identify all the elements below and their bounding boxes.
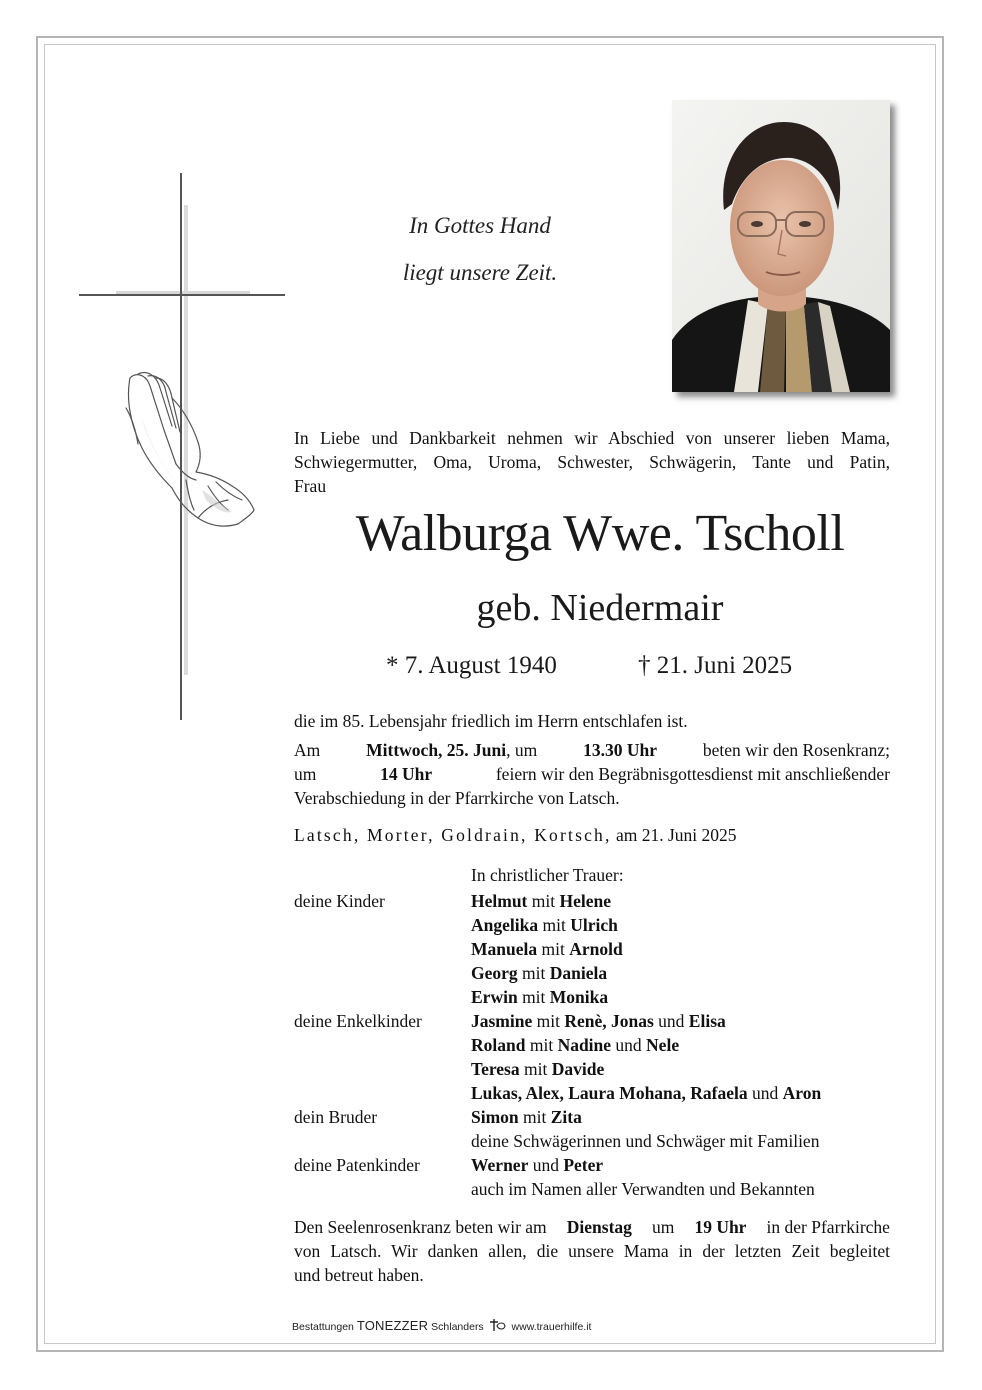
closing-line-2: von Latsch. Wir danken allen, die unsere Mama in der letzten Zeit begleitet xyxy=(294,1241,890,1261)
closing-pre: Den Seelenrosenkranz beten wir am xyxy=(294,1217,547,1237)
passing-text: die im 85. Lebensjahr friedlich im Herrn entschlafen ist. xyxy=(294,711,688,731)
connector: und xyxy=(658,1011,685,1031)
footer xyxy=(292,1318,591,1333)
mourner-name: Aron xyxy=(782,1083,822,1103)
closing-line-3: und betreut haben. xyxy=(294,1265,424,1285)
bruder-label: dein Bruder xyxy=(294,1107,378,1127)
death-date: † 21. Juni 2025 xyxy=(638,652,793,679)
connector: mit xyxy=(522,963,546,983)
place-date xyxy=(294,823,737,847)
footer-brand: TONEZZER xyxy=(356,1318,429,1333)
portrait-photo xyxy=(672,100,890,392)
service-rest-1: beten wir den Rosenkranz; xyxy=(702,740,890,760)
birth-name: geb. Niedermair xyxy=(476,587,724,629)
closing-post: in der Pfarrkirche xyxy=(766,1217,890,1237)
service-um: , um xyxy=(506,740,538,760)
motto-line-1: In Gottes Hand xyxy=(409,213,551,238)
birth-date: * 7. August 1940 xyxy=(386,652,557,679)
mourner-name: Monika xyxy=(549,987,609,1007)
closing-day: Dienstag xyxy=(566,1217,632,1237)
mourner-name: Ulrich xyxy=(570,915,618,935)
closing-time: 19 Uhr xyxy=(694,1217,747,1237)
mourner-name: Elisa xyxy=(688,1011,726,1031)
connector: mit xyxy=(529,1035,554,1055)
mourner-name: Werner xyxy=(471,1155,529,1175)
service-time-rosary: 13.30 Uhr xyxy=(583,740,658,760)
kinder-label: deine Kinder xyxy=(294,891,385,911)
connector: mit xyxy=(536,1011,560,1031)
praying-hands-icon xyxy=(116,368,258,536)
mourner-name: Davide xyxy=(551,1059,605,1079)
connector: mit xyxy=(542,915,566,935)
schwager-text: deine Schwägerinnen und Schwäger mit Familien xyxy=(471,1131,820,1151)
mourner-name: Manuela xyxy=(471,939,538,959)
paten-label: deine Patenkinder xyxy=(294,1155,420,1175)
mourner-name: Nele xyxy=(646,1035,680,1055)
mourner-name: Lukas, Alex, Laura Mohana, Rafaela xyxy=(471,1083,748,1103)
connector: mit xyxy=(523,1107,547,1127)
service-line-2 xyxy=(294,762,890,786)
mourner-name: Teresa xyxy=(471,1059,520,1079)
intro-line-2: Schwiegermutter, Oma, Uroma, Schwester, Schwägerin, Tante und Patin, xyxy=(294,452,890,472)
service-line-1 xyxy=(294,738,890,762)
motto-line-2: liegt unsere Zeit. xyxy=(402,260,558,285)
deceased-name: Walburga Wwe. Tscholl xyxy=(355,505,845,562)
service-day: Mittwoch, 25. Juni xyxy=(366,740,507,760)
intro-line-1: In Liebe und Dankbarkeit nehmen wir Abschied von unserer lieben Mama, xyxy=(294,428,890,448)
mourning-heading: In christlicher Trauer: xyxy=(471,865,624,885)
mourner-name: Erwin xyxy=(471,987,518,1007)
connector: und xyxy=(752,1083,779,1103)
mourner-name: Peter xyxy=(563,1155,604,1175)
service-time-mass: 14 Uhr xyxy=(380,764,433,784)
service-um-2: um xyxy=(294,764,317,784)
cross-horizontal-bar xyxy=(79,294,285,296)
trauerhilfe-logo-icon xyxy=(489,1318,507,1332)
connector: mit xyxy=(524,1059,548,1079)
verwandte-text: auch im Namen aller Verwandten und Bekannten xyxy=(471,1179,815,1199)
closing-line-1 xyxy=(294,1215,890,1239)
mourner-name: Georg xyxy=(471,963,518,983)
service-rest-2: feiern wir den Begräbnisgottesdienst mit anschließender xyxy=(495,764,890,784)
mourner-name: Roland xyxy=(471,1035,526,1055)
mourner-name: Helmut xyxy=(471,891,528,911)
mourner-name: Daniela xyxy=(549,963,608,983)
footer-pre: Bestattungen xyxy=(292,1321,354,1333)
footer-post: Schlanders xyxy=(431,1321,484,1333)
mourner-name: Angelika xyxy=(471,915,539,935)
closing-um: um xyxy=(651,1217,675,1237)
enkel-label: deine Enkelkinder xyxy=(294,1011,422,1031)
mourner-name: Simon xyxy=(471,1107,519,1127)
mourner-name: Renè, Jonas xyxy=(564,1011,654,1031)
footer-website[interactable]: www.trauerhilfe.it xyxy=(511,1321,592,1333)
mourner-name: Arnold xyxy=(569,939,623,959)
intro-line-3: Frau xyxy=(294,476,327,496)
connector: und xyxy=(532,1155,559,1175)
mourner-name: Zita xyxy=(550,1107,582,1127)
mourner-name: Nadine xyxy=(557,1035,612,1055)
connector: mit xyxy=(531,891,556,911)
service-line-3: Verabschiedung in der Pfarrkirche von Latsch. xyxy=(294,788,620,808)
connector: mit xyxy=(522,987,546,1007)
mourner-name: Jasmine xyxy=(471,1011,533,1031)
places: Latsch, Morter, Goldrain, Kortsch, xyxy=(294,825,612,845)
connector: und xyxy=(615,1035,642,1055)
service-am: Am xyxy=(294,740,321,760)
connector: mit xyxy=(541,939,565,959)
mourner-name: Helene xyxy=(559,891,611,911)
date: am 21. Juni 2025 xyxy=(615,825,737,845)
